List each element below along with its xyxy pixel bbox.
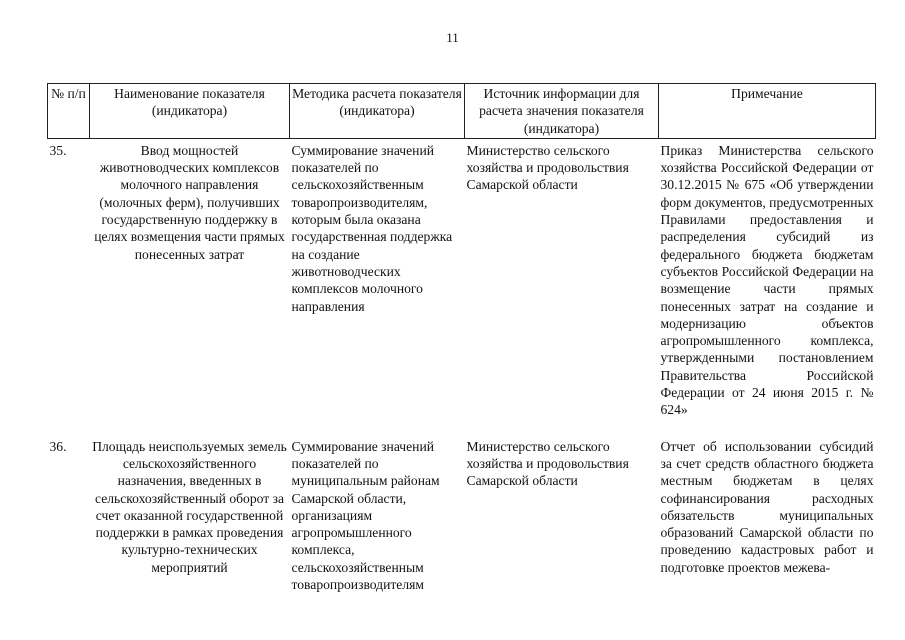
calculation-method: Суммирование значений показателей по сельскохозяйственным товаропроизводителям, которым была оказана государственная поддержка на создание животноводческих комплексов молочного направления — [291, 142, 453, 314]
table-row — [48, 138, 876, 434]
table-row — [48, 435, 876, 594]
indicator-name: Площадь неиспользуемых земель сельскохозяйственного назначения, введенных в сельскохозяйственный оборот за счет оказанной государственной поддержки в рамках проведения культурно-технических мероприятий — [92, 438, 287, 575]
header-number: № п/п — [48, 84, 90, 139]
table-header-row — [48, 84, 876, 139]
header-note: Примечание — [659, 84, 876, 139]
note: Отчет об использовании субсидий за счет средств областного бюджета местным бюджетам в целях софинансирования расходных обязательств муниципальных образований Самарской области по проведению кадастровых работ и подготовке проектов межева- — [660, 438, 874, 575]
page-number: 11 — [446, 30, 459, 45]
indicator-name: Ввод мощностей животноводческих комплексов молочного направления (молочных ферм), получивших государственную поддержку в целях возмещения части прямых понесенных затрат — [94, 142, 285, 262]
information-source: Министерство сельского хозяйства и продовольствия Самарской области — [466, 142, 629, 193]
note: Приказ Министерства сельского хозяйства Российской Федерации от 30.12.2015 № 675 «Об утверждении форм документов, предусмотренных Правилами предоставления и распределения субсидий из федерального бюджета бюджетам субъектов Российской Федерации на возмещение части прямых понесенных затрат на создание и модернизацию объектов агропромышленного комплекса, утвержденными постановлением Правительства Российской Федерации от 24 июня 2015 г. № 624» — [660, 142, 874, 418]
header-indicator-name: Наименование показателя (индикатора) — [90, 84, 290, 139]
information-source: Министерство сельского хозяйства и продовольствия Самарской области — [466, 438, 629, 489]
header-calculation-method: Методика расчета показателя (индикатора) — [290, 84, 465, 139]
row-number: 36. — [49, 438, 67, 454]
indicator-table — [47, 83, 876, 593]
calculation-method: Суммирование значений показателей по муниципальным районам Самарской области, организациям агропромышленного комплекса, сельскохозяйственным товаропроизводителям — [291, 438, 440, 593]
header-information-source: Источник информации для расчета значения показателя (индикатора) — [465, 84, 659, 139]
row-number: 35. — [49, 142, 67, 158]
